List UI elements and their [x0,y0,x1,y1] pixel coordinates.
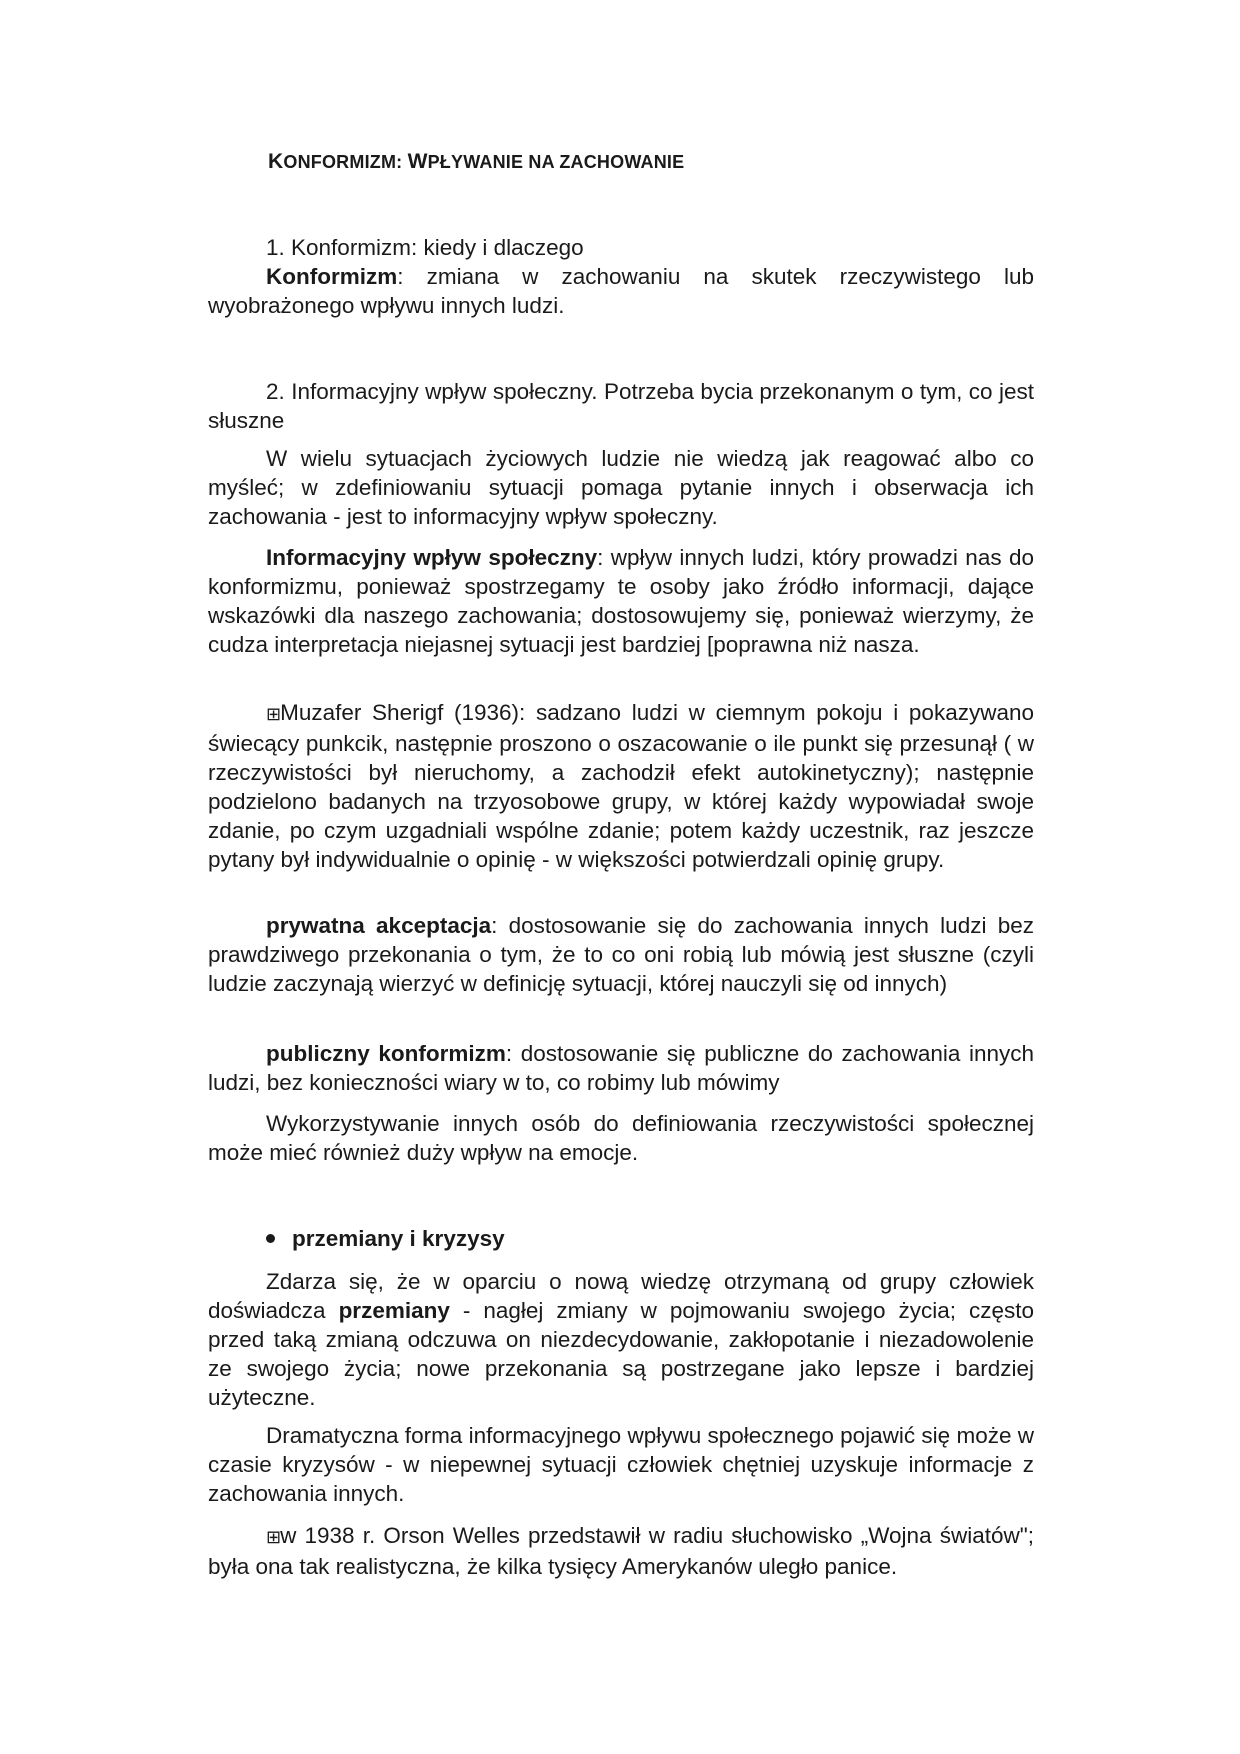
study-text: Muzafer Sherigf (1936): sadzano ludzi w ciemnym pokoju i pokazywano świecący punkcik, następnie proszono o oszacowanie o ile punkt się przesunął ( w rzeczywistości był nieruchomy, a zachodził efekt autokinetyczny); następnie podzielono badanych na trzyosobowe grupy, w której każdy wypowiadał swoje zdanie, po czym uzgadniali wspólne zdanie; potem każdy uczestnik, raz jeszcze pytany był indywidualnie o opinię - w większości potwierdzali opinię grupy. [208,700,1034,872]
term-informational-influence: Informacyjny wpływ społeczny [266,545,598,570]
section-3-paragraph-1 [208,1267,1034,1412]
section-2-definition-private [208,911,1034,998]
section-2-heading: 2. Informacyjny wpływ społeczny. Potrzeba bycia przekonanym o tym, co jest słuszne [208,379,1034,433]
example-text: w 1938 r. Orson Welles przedstawił w radiu słuchowisko „Wojna światów"; była ona tak realistyczna, że kilka tysięcy Amerykanów uległo panice. [208,1523,1034,1579]
bullet-heading [266,1224,505,1253]
section-3-example [208,1521,1034,1581]
paragraph-text: - nagłej zmiany w pojmowaniu swojego życia; często przed taką zmianą odczuwa on niezdecydowanie, zakłopotanie i niezadowolenie ze swojego życia; nowe przekonania są postrzegane jako lepsze i bardziej użyteczne. [208,1298,1034,1410]
section-1-definition [208,262,1034,320]
document-title [268,150,684,174]
term-konformizm: Konformizm [266,264,398,289]
section-2-paragraph-1: W wielu sytuacjach życiowych ludzie nie wiedzą jak reagować albo co myśleć; w zdefiniowaniu sytuacji pomaga pytanie innych i obserwacja ich zachowania - jest to informacyjny wpływ społeczny. [208,446,1034,529]
title-part-1: ONFORMIZM: [283,152,408,172]
term-private-acceptance: prywatna akceptacja [266,913,492,938]
bullet-heading-text: przemiany i kryzysy [292,1226,505,1251]
bullet-dot-icon [266,1234,275,1243]
title-part-2: PŁYWANIE NA ZACHOWANIE [427,152,685,172]
definition-text: : dostosowanie się publiczne do zachowania innych ludzi, bez konieczności wiary w to, co robimy lub mówimy [208,1041,1034,1095]
term-przemiany: przemiany [338,1298,450,1323]
section-2-sherif-study [208,698,1034,874]
grid-bullet-icon: ⊞ [266,1527,281,1547]
paragraph-text: Zdarza się, że w oparciu o nową wiedzę otrzymaną od grupy człowiek doświadcza [208,1269,1034,1323]
title-initial-w: W [407,150,428,173]
section-3-paragraph-2: Dramatyczna forma informacyjnego wpływu społecznego pojawić się może w czasie kryzysów - w niepewnej sytuacji człowiek chętniej uzyskuje informacje z zachowania innych. [208,1423,1034,1506]
term-public-conformity: publiczny konformizm [266,1041,506,1066]
section-1-heading: 1. Konformizm: kiedy i dlaczego [266,235,584,260]
section-2-definition-informational [208,543,1034,659]
definition-text: : dostosowanie się do zachowania innych ludzi bez prawdziwego przekonania o tym, że to co oni robią lub mówią jest słuszne (czyli ludzie zaczynają wierzyć w definicję sytuacji, której nauczyli się od innych) [208,913,1034,996]
section-2-closing-paragraph: Wykorzystywanie innych osób do definiowania rzeczywistości społecznej może mieć również duży wpływ na emocje. [208,1111,1034,1165]
grid-bullet-icon: ⊞ [266,704,281,724]
section-2-definition-public [208,1039,1034,1097]
definition-text: : zmiana w zachowaniu na skutek rzeczywistego lub wyobrażonego wpływu innych ludzi. [208,264,1034,318]
title-initial-k: K [268,150,284,173]
definition-text: : wpływ innych ludzi, który prowadzi nas do konformizmu, ponieważ spostrzegamy te osoby jako źródło informacji, dające wskazówki dla naszego zachowania; dostosowujemy się, ponieważ wierzymy, że cudza interpretacja niejasnej sytuacji jest bardziej [poprawna niż nasza. [208,545,1034,657]
